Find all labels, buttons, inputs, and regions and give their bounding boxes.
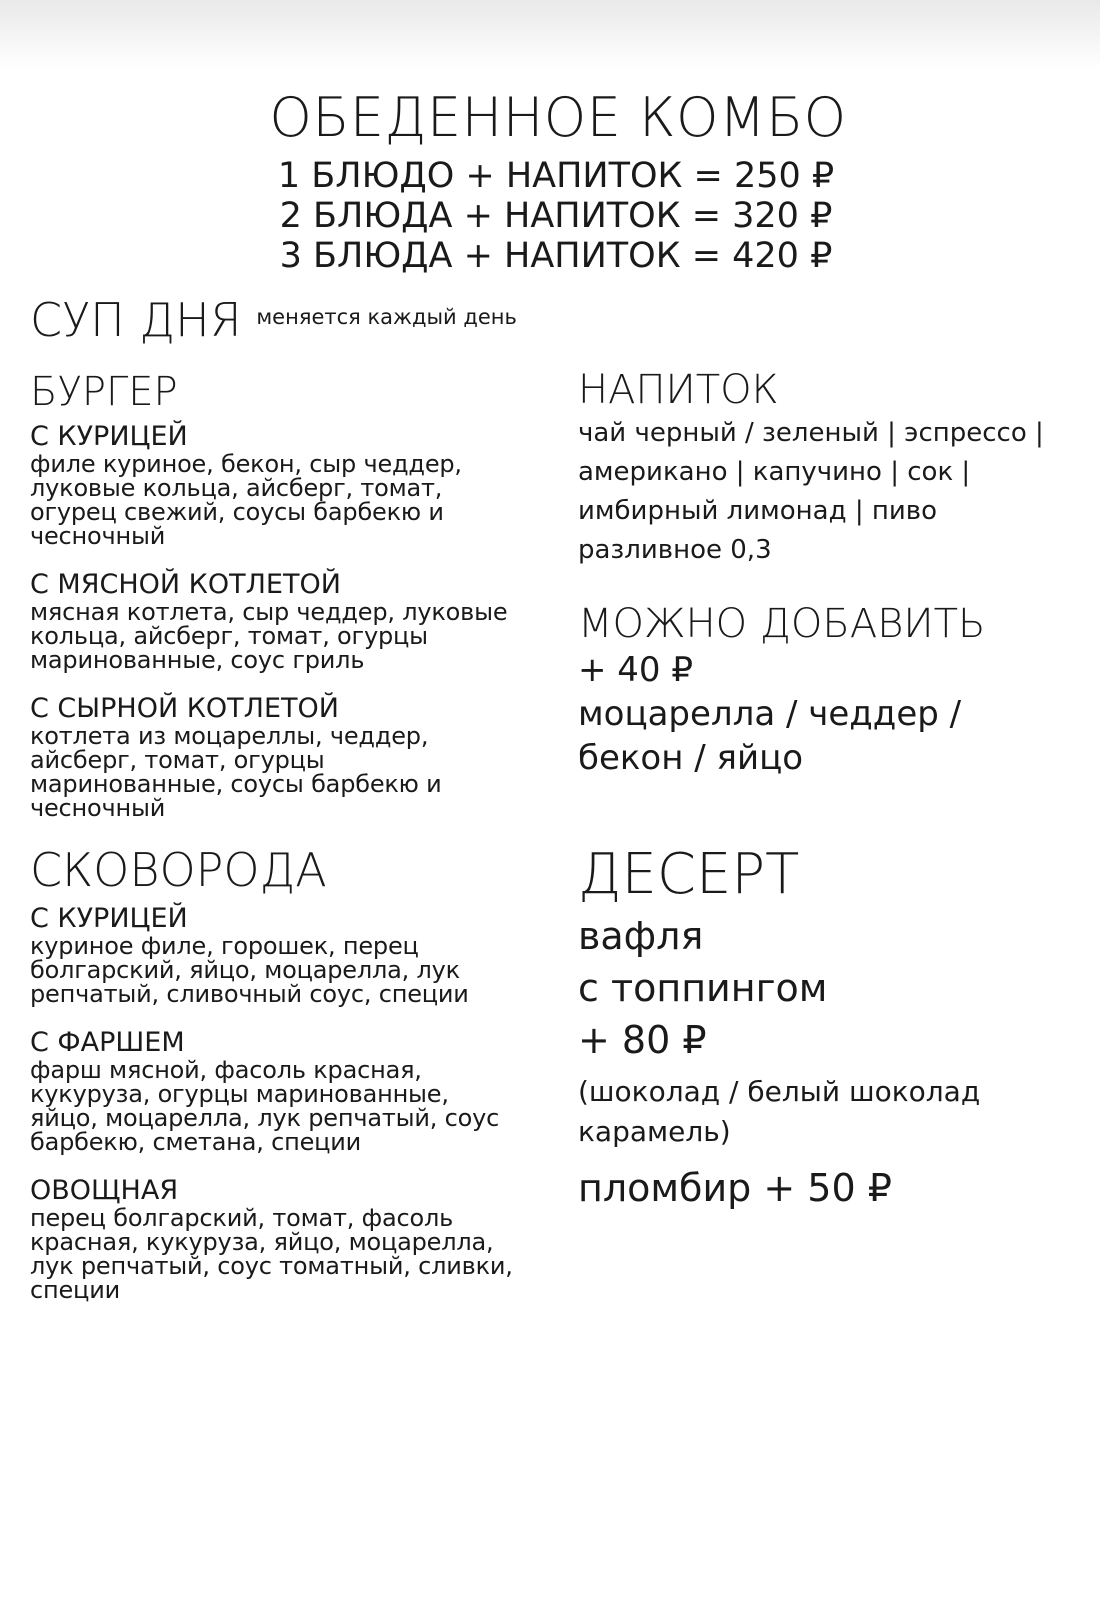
item-description: фарш мясной, фасоль красная, кукуруза, огурцы маринованные, яйцо, моцарелла, лук репчатый, соус барбекю, сметана, специи: [30, 1056, 500, 1156]
burger-section: [30, 368, 550, 820]
item-name: С КУРИЦЕЙ: [30, 421, 188, 452]
menu-item: [30, 422, 550, 548]
item-name: С МЯСНОЙ КОТЛЕТОЙ: [30, 569, 341, 600]
right-column: [578, 366, 1078, 1214]
drink-title: НАПИТОК: [578, 367, 779, 413]
dessert-name: вафля: [578, 914, 704, 958]
dessert-topping: с топпингом: [578, 966, 828, 1010]
drink-section: [578, 366, 1078, 570]
skillet-title: СКОВОРОДА: [30, 843, 327, 897]
combo-price-3: 3 БЛЮДА + НАПИТОК = 420 ₽: [279, 236, 833, 276]
combo-price-2: 2 БЛЮДА + НАПИТОК = 320 ₽: [279, 196, 833, 236]
addons-list: моцарелла / чеддер / бекон / яйцо: [578, 694, 962, 778]
item-name: ОВОЩНАЯ: [30, 1175, 179, 1206]
burger-title: БУРГЕР: [30, 369, 178, 415]
dessert-title: ДЕСЕРТ: [578, 842, 800, 907]
dessert-section: [578, 840, 1078, 1214]
icecream-price: пломбир + 50 ₽: [578, 1166, 892, 1210]
item-description: мясная котлета, сыр чеддер, луковые кольца, айсберг, томат, огурцы маринованные, соус гриль: [30, 598, 508, 674]
menu-item: [30, 1028, 550, 1154]
item-description: куриное филе, горошек, перец болгарский, яйцо, моцарелла, лук репчатый, сливочный соус, специи: [30, 932, 469, 1008]
menu-item: [30, 904, 550, 1006]
menu-header: [0, 82, 1100, 276]
soup-section: [30, 292, 550, 348]
top-shade: [0, 0, 1100, 70]
item-description: филе куриное, бекон, сыр чеддер, луковые кольца, айсберг, томат, огурец свежий, соусы барбекю и чесночный: [30, 450, 462, 550]
addons-title: МОЖНО ДОБАВИТЬ: [578, 601, 986, 647]
item-description: перец болгарский, томат, фасоль красная, кукуруза, яйцо, моцарелла, лук репчатый, соус томатный, сливки, специи: [30, 1204, 513, 1304]
skillet-section: [30, 842, 550, 1302]
menu-item: [30, 570, 550, 672]
addons-section: [578, 600, 1078, 780]
combo-price-list: [6, 156, 1100, 276]
drink-list: чай черный / зеленый | эспрессо | американо | капучино | сок | имбирный лимонад | пиво разливное 0,3: [578, 418, 1044, 565]
left-column: [30, 292, 550, 1324]
item-name: С СЫРНОЙ КОТЛЕТОЙ: [30, 693, 339, 724]
soup-title: СУП ДНЯ: [30, 293, 242, 347]
combo-price-1: 1 БЛЮДО + НАПИТОК = 250 ₽: [277, 156, 835, 196]
page-title: ОБЕДЕННОЕ КОМБО: [269, 86, 847, 149]
menu-item: [30, 1176, 550, 1302]
addons-price: + 40 ₽: [578, 650, 693, 690]
item-description: котлета из моцареллы, чеддер, айсберг, томат, огурцы маринованные, соусы барбекю и чесночный: [30, 722, 442, 822]
dessert-price: + 80 ₽: [578, 1018, 707, 1062]
menu-item: [30, 694, 550, 820]
item-name: С КУРИЦЕЙ: [30, 903, 188, 934]
item-name: С ФАРШЕМ: [30, 1027, 185, 1058]
topping-options: (шоколад / белый шоколад карамель): [578, 1075, 981, 1148]
soup-note: меняется каждый день: [256, 305, 517, 329]
